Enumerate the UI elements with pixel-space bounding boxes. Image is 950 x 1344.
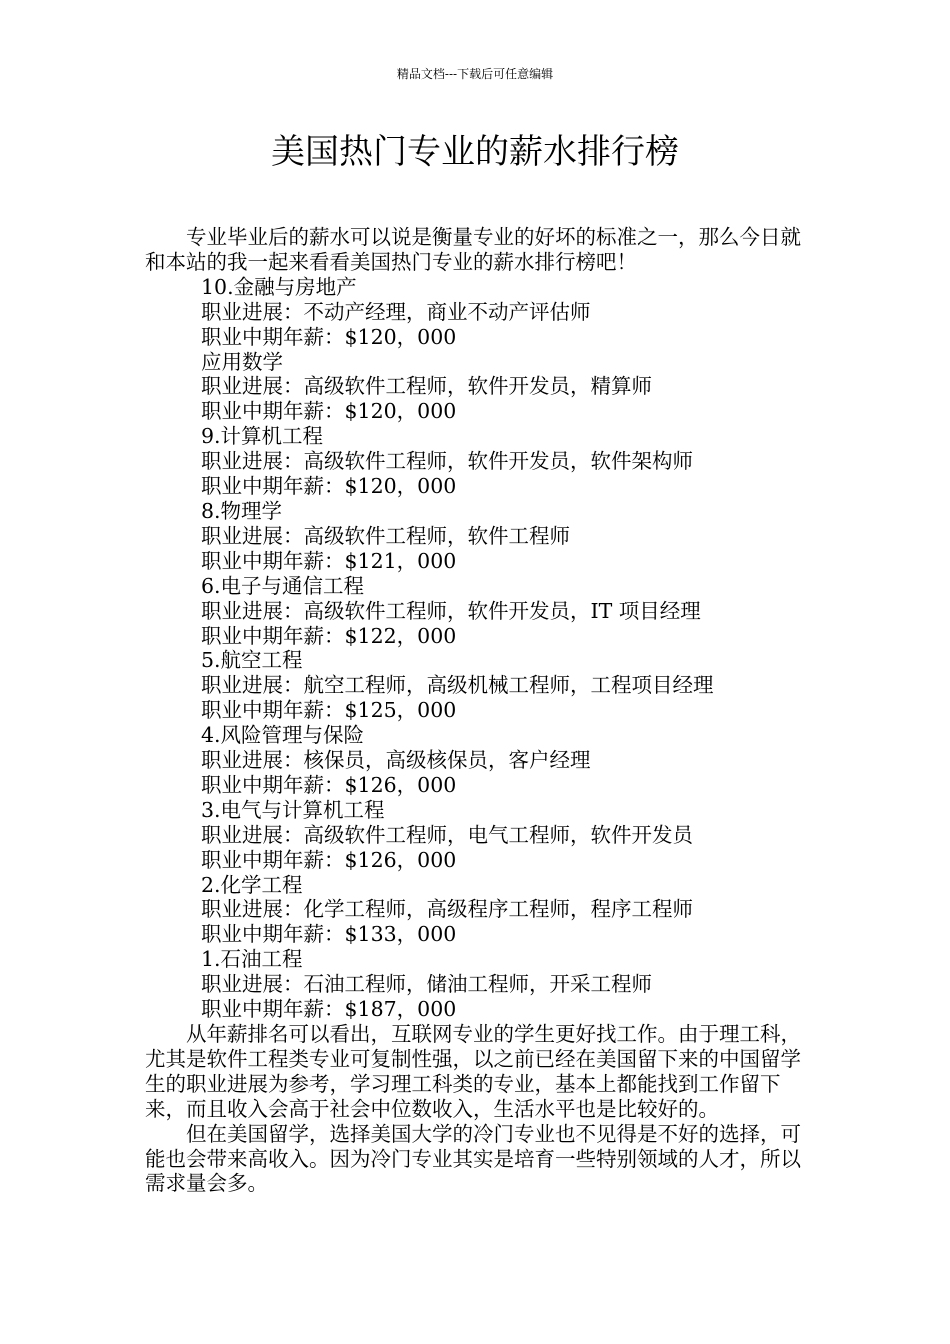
document-body (145, 225, 807, 1196)
ranking-entry (145, 424, 807, 499)
mid-career-salary: 职业中期年薪：$187，000 (201, 997, 457, 1022)
mid-career-salary: 职业中期年薪：$133，000 (201, 922, 457, 947)
mid-career-salary: 职业中期年薪：$120，000 (201, 324, 457, 349)
major-name: 3.电气与计算机工程 (201, 797, 385, 822)
career-progress: 职业进展：高级软件工程师，软件工程师 (201, 523, 570, 548)
ranking-entry (145, 499, 807, 574)
mid-career-salary: 职业中期年薪：$122，000 (201, 623, 457, 648)
career-progress: 职业进展：航空工程师，高级机械工程师，工程项目经理 (201, 673, 714, 698)
career-progress: 职业进展：化学工程师，高级程序工程师，程序工程师 (201, 897, 693, 922)
ranking-entry (145, 275, 807, 350)
page-header: 精品文档---下载后可任意编辑 (396, 67, 554, 81)
intro-paragraph: 专业毕业后的薪水可以说是衡量专业的好坏的标准之一，那么今日就和本站的我一起来看看美国热门专业的薪水排行榜吧！ (145, 225, 801, 274)
ranking-entry (145, 350, 807, 425)
major-name: 1.石油工程 (201, 947, 303, 972)
mid-career-salary: 职业中期年薪：$126，000 (201, 772, 457, 797)
major-name: 9.计算机工程 (201, 424, 324, 449)
major-name: 8.物理学 (201, 498, 283, 523)
career-progress: 职业进展：核保员，高级核保员，客户经理 (201, 748, 591, 773)
mid-career-salary: 职业中期年薪：$125，000 (201, 698, 457, 723)
major-name: 10.金融与房地产 (201, 274, 357, 299)
ranking-entry (145, 873, 807, 948)
ranking-list (145, 275, 807, 1022)
document-title: 美国热门专业的薪水排行榜 (271, 132, 679, 172)
ranking-entry (145, 574, 807, 649)
career-progress: 职业进展：高级软件工程师，软件开发员，IT 项目经理 (201, 598, 701, 623)
mid-career-salary: 职业中期年薪：$126，000 (201, 847, 457, 872)
mid-career-salary: 职业中期年薪：$120，000 (201, 399, 457, 424)
conclusion-paragraph: 从年薪排名可以看出，互联网专业的学生更好找工作。由于理工科，尤其是软件工程类专业可复制性强，以之前已经在美国留下来的中国留学生的职业进展为参考，学习理工科类的专业，基本上都能找到工作留下来，而且收入会高于社会中位数收入，生活水平也是比较好的。 (145, 1022, 801, 1121)
mid-career-salary: 职业中期年薪：$120，000 (201, 474, 457, 499)
career-progress: 职业进展：高级软件工程师，电气工程师，软件开发员 (201, 822, 693, 847)
major-name: 4.风险管理与保险 (201, 723, 365, 748)
conclusion-paragraph: 但在美国留学，选择美国大学的冷门专业也不见得是不好的选择，可能也会带来高收入。因为冷门专业其实是培育一些特别领域的人才，所以需求量会多。 (145, 1121, 801, 1196)
mid-career-salary: 职业中期年薪：$121，000 (201, 548, 457, 573)
major-name: 5.航空工程 (201, 648, 303, 673)
career-progress: 职业进展：石油工程师，储油工程师，开采工程师 (201, 972, 652, 997)
career-progress: 职业进展：不动产经理，商业不动产评估师 (201, 299, 591, 324)
major-name: 2.化学工程 (201, 872, 303, 897)
ranking-entry (145, 648, 807, 723)
ranking-entry (145, 947, 807, 1022)
career-progress: 职业进展：高级软件工程师，软件开发员，精算师 (201, 374, 652, 399)
ranking-entry (145, 798, 807, 873)
major-name: 6.电子与通信工程 (201, 573, 365, 598)
ranking-entry (145, 723, 807, 798)
major-name: 应用数学 (201, 349, 283, 374)
career-progress: 职业进展：高级软件工程师，软件开发员，软件架构师 (201, 449, 693, 474)
